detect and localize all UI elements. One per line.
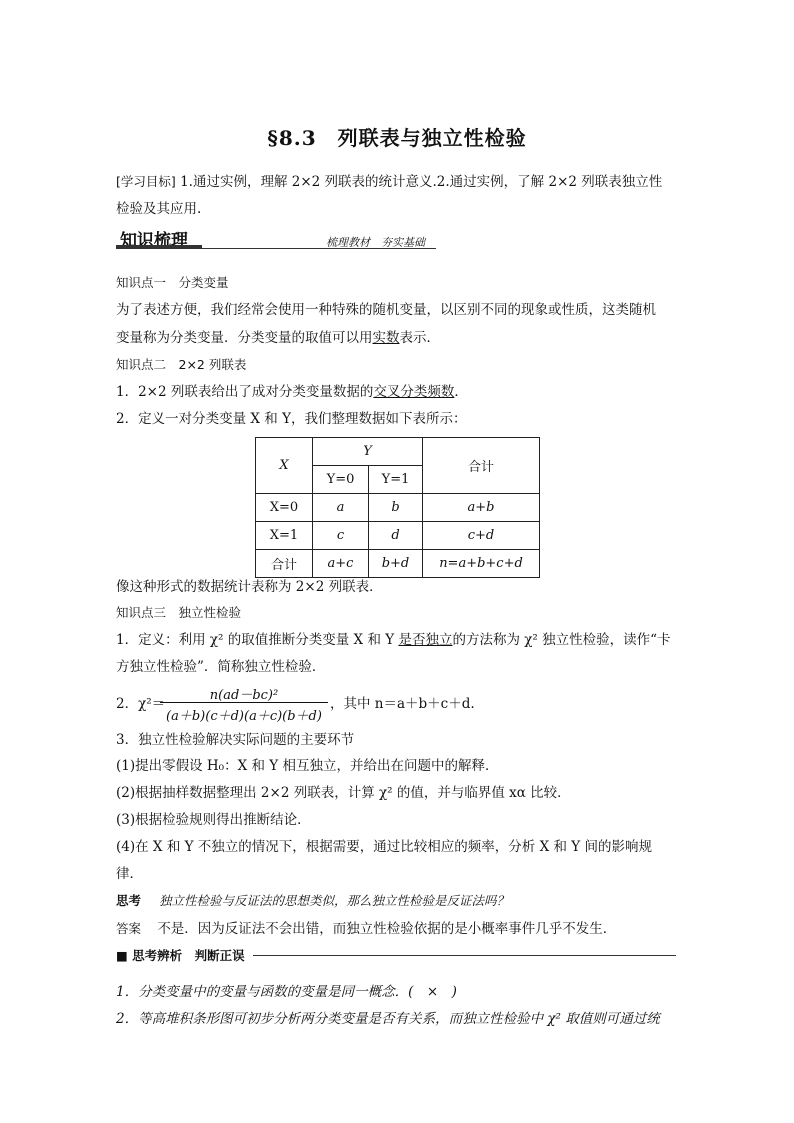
- kp1-text: 变量称为分类变量．分类变量的取值可以用: [116, 330, 373, 346]
- kp2-item1-answer: 交叉分类频数: [373, 384, 455, 400]
- kp3-step1: (1)提出零假设 H₀：X 和 Y 相互独立，并给出在问题中的解释．: [116, 758, 499, 774]
- table-total-header: 合计: [423, 438, 540, 494]
- table-row: [256, 550, 540, 578]
- section-header: [116, 226, 436, 252]
- table-cell: a: [313, 494, 369, 522]
- kp2-after-table: 像这种形式的数据统计表称为 2×2 列联表．: [116, 579, 383, 595]
- table-cell: b+d: [369, 550, 423, 578]
- kp3-step4-line2: 律．: [116, 866, 143, 882]
- answer-label: 答案: [116, 921, 142, 936]
- table-cell: a+c: [313, 550, 369, 578]
- row-label: 合计: [256, 550, 313, 578]
- judge-q2: 2．等高堆积条形图可初步分析两分类变量是否有关系，而独立性检验中 χ² 取值则可通过统: [116, 1011, 660, 1027]
- kp2-heading: 知识点二 2×2 列联表: [116, 357, 247, 372]
- think-question: 独立性检验与反证法的思想类似，那么独立性检验是反证法吗？: [159, 893, 510, 908]
- kp3-item1-line2: 方独立性检验”．简称独立性检验．: [116, 659, 326, 675]
- row-label: X=0: [256, 494, 313, 522]
- table-cell: a+b: [423, 494, 540, 522]
- kp2-item1: [116, 382, 468, 402]
- kp2-item1-end: ．: [454, 384, 468, 400]
- formula-prefix: 2．χ²＝: [116, 696, 166, 712]
- table-row: [256, 522, 540, 550]
- table-y0-header: Y=0: [313, 466, 369, 494]
- learning-goal-line2: 检验及其应用.: [116, 201, 202, 217]
- page-title: §8.3 列联表与独立性检验: [267, 126, 527, 150]
- fraction-denominator: (a＋b)(c＋d)(a＋c)(b＋d): [160, 702, 328, 724]
- kp3-step2: (2)根据抽样数据整理出 2×2 列联表，计算 χ² 的值，并与临界值 xα 比较．: [116, 785, 571, 801]
- learning-goal-line1: [116, 172, 662, 192]
- judge-q1: 1．分类变量中的变量与函数的变量是同一概念．( × ): [116, 984, 457, 1000]
- kp3-item1: [116, 630, 671, 650]
- judge-heading: ■ 思考辨析 判断正误: [116, 946, 253, 966]
- kp1-line1: 为了表述方便，我们经常会使用一种特殊的随机变量，以区别不同的现象或性质，这类随机: [116, 302, 656, 318]
- learning-goal-text: 1.通过实例，理解 2×2 列联表的统计意义.2.通过实例，了解 2×2 列联表独立性: [180, 174, 663, 190]
- table-y1-header: Y=1: [369, 466, 423, 494]
- table-cell: c+d: [423, 522, 540, 550]
- kp2-item1-text: 1．2×2 列联表给出了成对分类变量数据的: [116, 384, 374, 400]
- fraction-numerator: n(ad－bc)²: [209, 688, 279, 703]
- table-cell: n=a+b+c+d: [423, 550, 540, 578]
- formula-suffix: ，其中 n＝a＋b＋c＋d.: [330, 696, 475, 712]
- kp1-heading: 知识点一 分类变量: [116, 275, 229, 290]
- kp3-item1-answer: 是否独立: [398, 632, 453, 648]
- section-subtitle: 梳理教材 夯实基础: [326, 236, 425, 249]
- table-y-header: Y: [313, 438, 423, 466]
- kp3-item1-end: 的方法称为 χ² 独立性检验，读作“卡: [452, 632, 671, 648]
- kp1-text-end: 表示．: [399, 330, 440, 346]
- kp1-answer: 实数: [372, 330, 400, 346]
- learning-goal-tag: [学习目标]: [116, 174, 176, 189]
- kp2-item2: 2．定义一对分类变量 X 和 Y，我们整理数据如下表所示：: [116, 411, 467, 427]
- table-row: [256, 494, 540, 522]
- think-label: 思考: [116, 893, 142, 908]
- kp1-line2: [116, 328, 440, 348]
- think-line: [116, 891, 509, 911]
- section-label: 知识梳理: [120, 231, 188, 251]
- answer-text: 不是．因为反证法不会出错，而独立性检验依据的是小概率事件几乎不发生．: [157, 921, 617, 937]
- answer-line: [116, 919, 616, 939]
- kp3-step3: (3)根据检验规则得出推断结论．: [116, 812, 311, 828]
- chi-square-fraction: [160, 684, 328, 724]
- table-cell: c: [313, 522, 369, 550]
- contingency-table: [255, 437, 540, 578]
- kp3-step4-line1: (4)在 X 和 Y 不独立的情况下，根据需要，通过比较相应的频率，分析 X 和 Y 间的影响规: [116, 839, 652, 855]
- kp3-heading: 知识点三 独立性检验: [116, 605, 242, 620]
- table-cell: b: [369, 494, 423, 522]
- kp3-item1-text: 1．定义：利用 χ² 的取值推断分类变量 X 和 Y: [116, 632, 399, 648]
- table-cell: d: [369, 522, 423, 550]
- row-label: X=1: [256, 522, 313, 550]
- kp3-item3: 3．独立性检验解决实际问题的主要环节: [116, 732, 355, 748]
- table-x-header: X: [256, 438, 313, 494]
